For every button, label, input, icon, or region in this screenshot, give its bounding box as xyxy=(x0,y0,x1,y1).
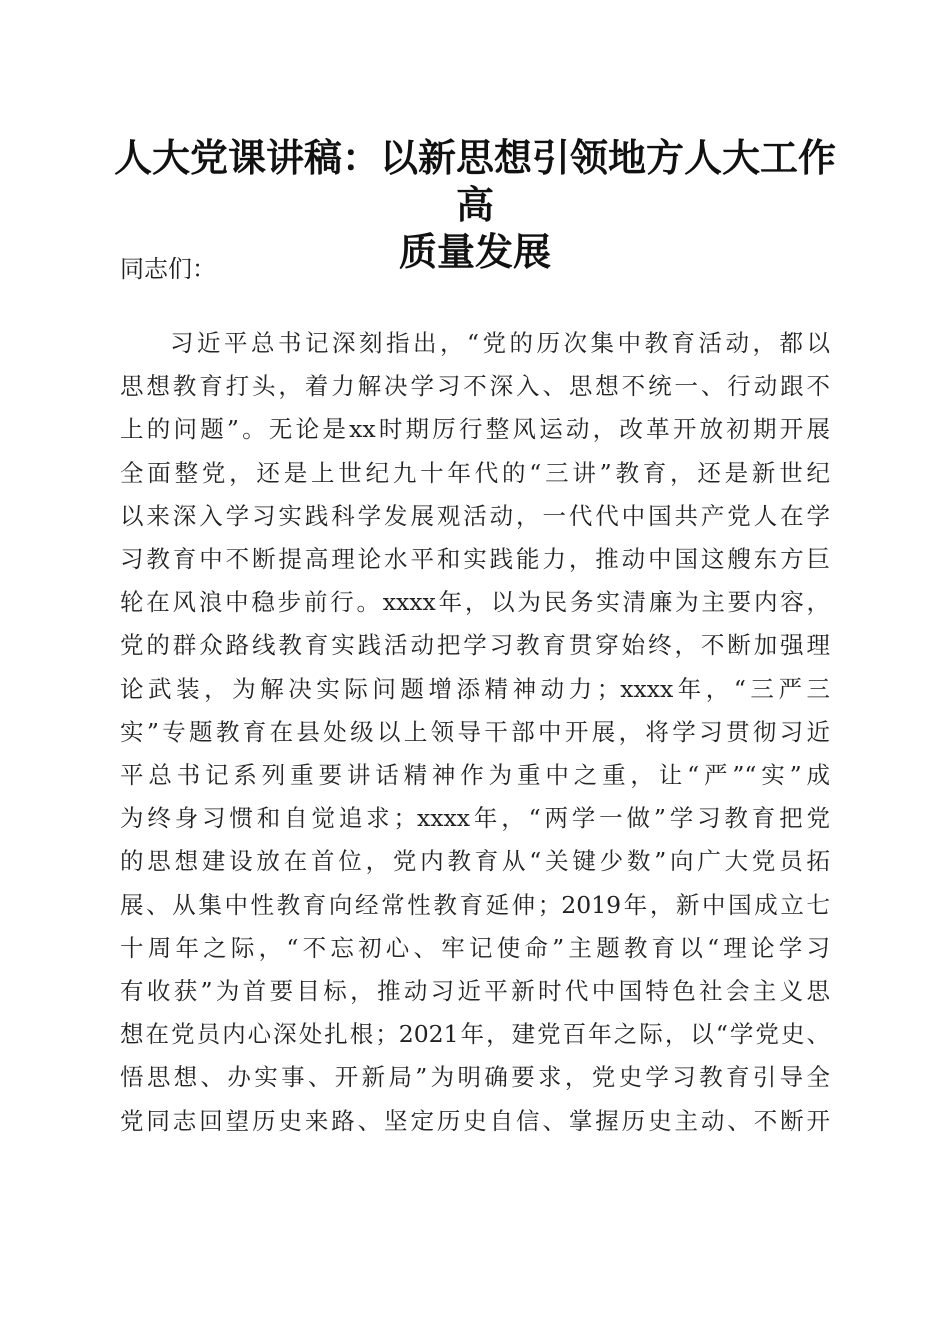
title-line-2: 质量发展 xyxy=(398,229,551,274)
paragraph-line: 实”专题教育在县处级以上领导干部中开展，将学习贯彻习近 xyxy=(120,717,830,746)
paragraph-line: 思想教育打头，着力解决学习不深入、思想不统一、行动跟不 xyxy=(120,372,830,401)
paragraph-line: 悟思想、办实事、开新局”为明确要求，党史学习教育引导全 xyxy=(120,1063,830,1092)
paragraph-line: 论武装，为解决实际问题增添精神动力；xxxx年，“三严三 xyxy=(120,674,830,703)
salutation: 同志们： xyxy=(120,255,216,283)
paragraph-line: 想在党员内心深处扎根；2021年，建党百年之际，以“学党史、 xyxy=(120,1020,830,1049)
paragraph-line: 习近平总书记深刻指出，“党的历次集中教育活动，都以 xyxy=(170,329,830,357)
paragraph-line: 十周年之际，“不忘初心、牢记使命”主题教育以“理论学习 xyxy=(120,933,830,962)
title-line-1: 人大党课讲稿：以新思想引领地方人大工作高 xyxy=(113,135,836,227)
paragraph-line: 党同志回望历史来路、坚定历史自信、掌握历史主动、不断开 xyxy=(120,1106,830,1135)
paragraph-line: 为终身习惯和自觉追求；xxxx年，“两学一做”学习教育把党 xyxy=(120,804,830,833)
paragraph-line: 展、从集中性教育向经常性教育延伸；2019年，新中国成立七 xyxy=(120,890,830,919)
body-paragraph xyxy=(120,322,830,1143)
paragraph-line: 以来深入学习实践科学发展观活动，一代代中国共产党人在学 xyxy=(120,501,830,530)
paragraph-line: 全面整党，还是上世纪九十年代的“三讲”教育，还是新世纪 xyxy=(120,458,830,487)
paragraph-line: 上的问题”。无论是xx时期厉行整风运动，改革开放初期开展 xyxy=(120,415,830,444)
paragraph-line: 习教育中不断提高理论水平和实践能力，推动中国这艘东方巨 xyxy=(120,545,830,574)
paragraph-line: 有收获”为首要目标，推动习近平新时代中国特色社会主义思 xyxy=(120,977,830,1006)
paragraph-line: 平总书记系列重要讲话精神作为重中之重，让“严”“实”成 xyxy=(120,761,830,790)
paragraph-line: 轮在风浪中稳步前行。xxxx年，以为民务实清廉为主要内容， xyxy=(120,588,830,617)
paragraph-line: 的思想建设放在首位，党内教育从“关键少数”向广大党员拓 xyxy=(120,847,830,876)
paragraph-line: 党的群众路线教育实践活动把学习教育贯穿始终，不断加强理 xyxy=(120,631,830,660)
